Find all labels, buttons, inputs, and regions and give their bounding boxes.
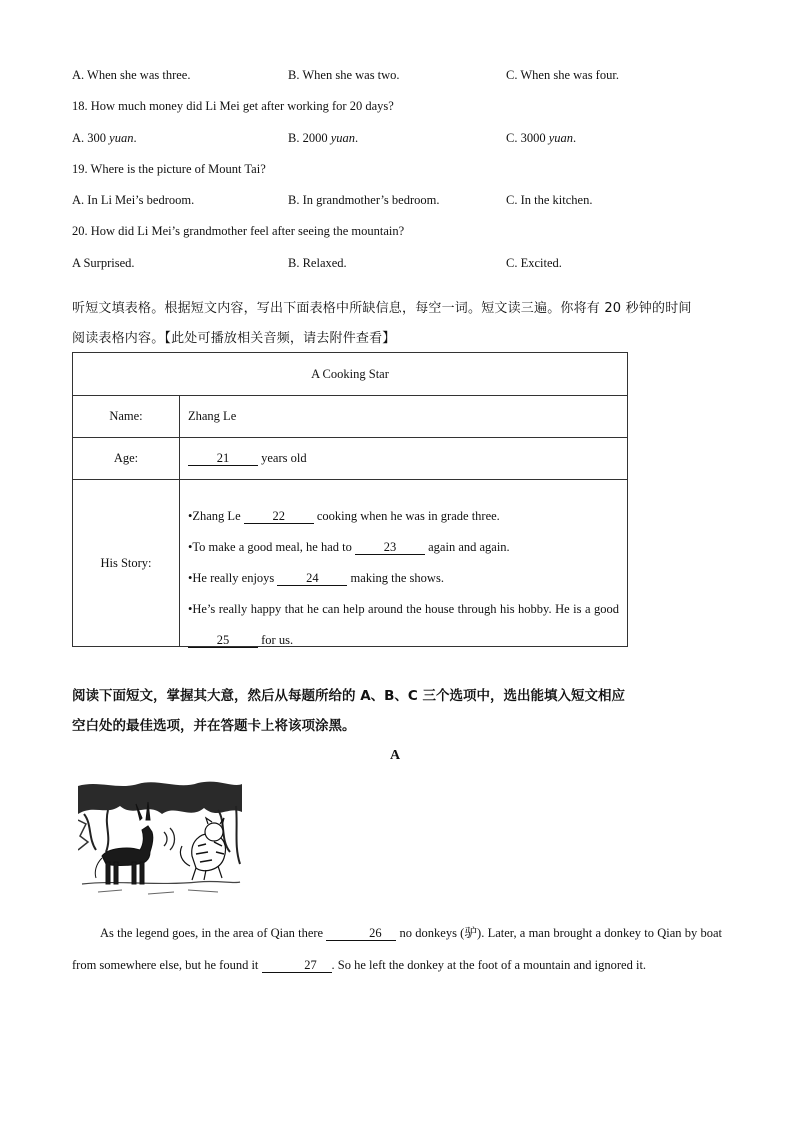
q19-options — [72, 193, 732, 211]
q20-options — [72, 256, 732, 274]
name-label: Name: — [73, 396, 180, 438]
story-label: His Story: — [73, 480, 180, 647]
passage-paragraph: As the legend goes, in the area of Qian there 26 no donkeys (驴). Later, a man brought a donkey to Qian by boat from somewhere else, but he found it 27 . So he left the donkey at the foot of a mountain and ignored it. — [72, 926, 722, 972]
q18-stem: 18. How much money did Li Mei get after working for 20 days? — [72, 99, 394, 113]
q20-option-a[interactable]: A Surprised. — [72, 256, 135, 270]
q19-stem: 19. Where is the picture of Mount Tai? — [72, 162, 266, 176]
blank-24[interactable]: 24 — [277, 572, 347, 586]
q17-option-b[interactable]: B. When she was two. — [288, 68, 400, 82]
q18-option-a[interactable]: A. 300 yuan. — [72, 131, 137, 145]
q19-option-a[interactable]: A. In Li Mei’s bedroom. — [72, 193, 195, 207]
reading-instruction-line2: 空白处的最佳选项，并在答题卡上将该项涂黑。 — [72, 718, 356, 734]
q20-option-c[interactable]: C. Excited. — [506, 256, 562, 270]
blank-21[interactable]: 21 — [188, 452, 258, 466]
table-title: A Cooking Star — [73, 353, 628, 396]
age-label: Age: — [73, 438, 180, 480]
listening-instruction-line2: 阅读表格内容。【此处可播放相关音频，请去附件查看】 — [72, 331, 396, 346]
q17-options — [72, 68, 732, 86]
listening-instruction-line1: 听短文填表格。根据短文内容，写出下面表格中所缺信息，每空一词。短文读三遍。你将有 20 秒钟的时间 — [72, 301, 692, 316]
story-line-4: •He’s really happy that he can help around the house through his hobby. He is a good 25 for us. — [188, 602, 619, 647]
q20-option-b[interactable]: B. Relaxed. — [288, 256, 347, 270]
q17-option-c[interactable]: C. When she was four. — [506, 68, 619, 82]
section-letter: A — [390, 748, 401, 763]
q18-option-c[interactable]: C. 3000 yuan. — [506, 131, 577, 145]
blank-27[interactable]: 27 — [262, 959, 332, 973]
donkey-tiger-illustration — [78, 780, 242, 906]
cooking-star-table — [72, 352, 628, 647]
story-line-3: •He really enjoys 24 making the shows. — [188, 571, 444, 585]
q19-option-b[interactable]: B. In grandmother’s bedroom. — [288, 193, 440, 207]
age-cell — [180, 438, 628, 480]
age-suffix: years old — [258, 451, 307, 465]
q17-option-a[interactable]: A. When she was three. — [72, 68, 191, 82]
q19-option-c[interactable]: C. In the kitchen. — [506, 193, 593, 207]
reading-instruction-line1: 阅读下面短文，掌握其大意，然后从每题所给的 A、B、C 三个选项中，选出能填入短文相应 — [72, 688, 626, 704]
story-line-2: •To make a good meal, he had to 23 again and again. — [188, 540, 510, 554]
blank-22[interactable]: 22 — [244, 510, 314, 524]
story-cell — [180, 480, 628, 647]
blank-26[interactable]: 26 — [326, 927, 396, 941]
blank-23[interactable]: 23 — [355, 541, 425, 555]
story-line-1: •Zhang Le 22 cooking when he was in grade three. — [188, 509, 500, 523]
q18-options — [72, 131, 732, 149]
name-value: Zhang Le — [180, 396, 628, 438]
q20-stem: 20. How did Li Mei’s grandmother feel after seeing the mountain? — [72, 224, 405, 238]
q18-option-b[interactable]: B. 2000 yuan. — [288, 131, 359, 145]
blank-25[interactable]: 25 — [188, 634, 258, 648]
